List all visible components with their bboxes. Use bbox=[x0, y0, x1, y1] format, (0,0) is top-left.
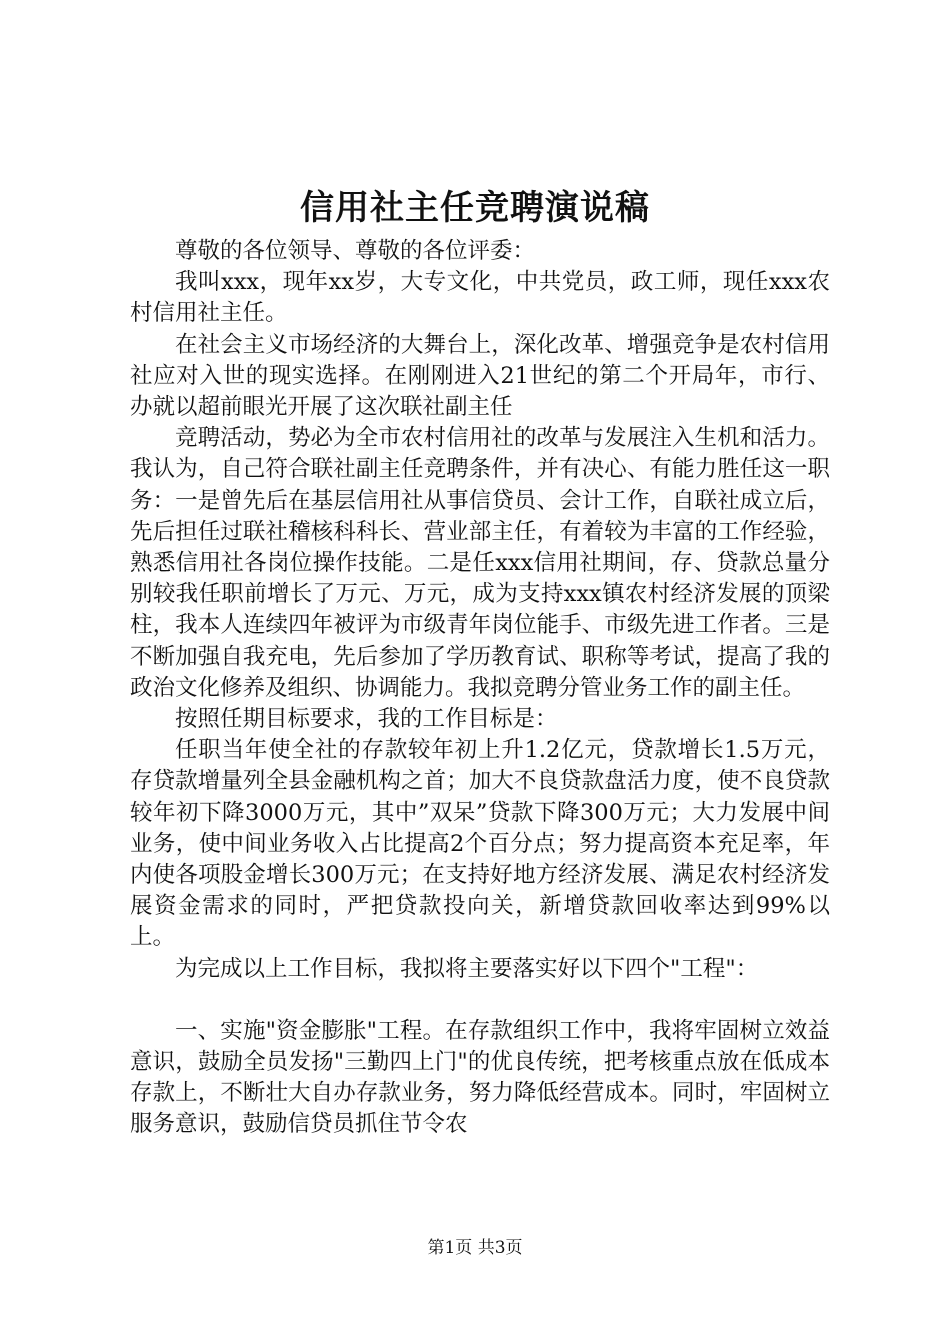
paragraph-context: 在社会主义市场经济的大舞台上，深化改革、增强竞争是农村信用社应对入世的现实选择。在刚刚进入21世纪的第二个开局年，市行、办就以超前眼光开展了这次联社副主任 bbox=[130, 331, 830, 421]
document-body bbox=[130, 236, 830, 1141]
paragraph-project-one: 一、实施"资金膨胀"工程。在存款组织工作中，我将牢固树立效益意识，鼓励全员发扬"三勤四上门"的优良传统，把考核重点放在低成本存款上，不断壮大自办存款业务，努力降低经营成本。同时，牢固树立服务意识，鼓励信贷员抓住节令农 bbox=[130, 1017, 830, 1138]
paragraph-salutation: 尊敬的各位领导、尊敬的各位评委： bbox=[175, 238, 536, 264]
paragraph-goals-intro: 按照任期目标要求，我的工作目标是： bbox=[175, 706, 558, 733]
page-footer: 第1页 共3页 bbox=[427, 1238, 523, 1258]
paragraph-projects-intro: 为完成以上工作目标，我拟将主要落实好以下四个"工程"： bbox=[175, 955, 759, 982]
paragraph-goals: 任职当年使全社的存款较年初上升1.2亿元，贷款增长1.5万元，存贷款增量列全县金融机构之首；加大不良贷款盘活力度，使不良贷款较年初下降3000万元，其中”双呆”贷款下降300万元；大力发展中间业务，使中间业务收入占比提高2个百分点；努力提高资本充足率，年内使各项股金增长300万元；在支持好地方经济发展、满足农村经济发展资金需求的同时，严把贷款投向关，新增贷款回收率达到99%以上。 bbox=[130, 737, 830, 951]
paragraph-introduction: 我叫xxx，现年xx岁，大专文化，中共党员，政工师，现任xxx农村信用社主任。 bbox=[130, 269, 830, 327]
document-title: 信用社主任竞聘演说稿 bbox=[300, 188, 650, 228]
paragraph-qualifications: 竞聘活动，势必为全市农村信用社的改革与发展注入生机和活力。我认为，自己符合联社副主任竞聘条件，并有决心、有能力胜任这一职务：一是曾先后在基层信用社从事信贷员、会计工作，自联社成立后，先后担任过联社稽核科科长、营业部主任，有着较为丰富的工作经验，熟悉信用社各岗位操作技能。二是任xxx信用社期间，存、贷款总量分别较我任职前增长了万元、万元，成为支持xxx镇农村经济发展的顶梁柱，我本人连续四年被评为市级青年岗位能手、市级先进工作者。三是不断加强自我充电，先后参加了学历教育试、职称等考试，提高了我的政治文化修养及组织、协调能力。我拟竞聘分管业务工作的副主任。 bbox=[130, 425, 830, 701]
